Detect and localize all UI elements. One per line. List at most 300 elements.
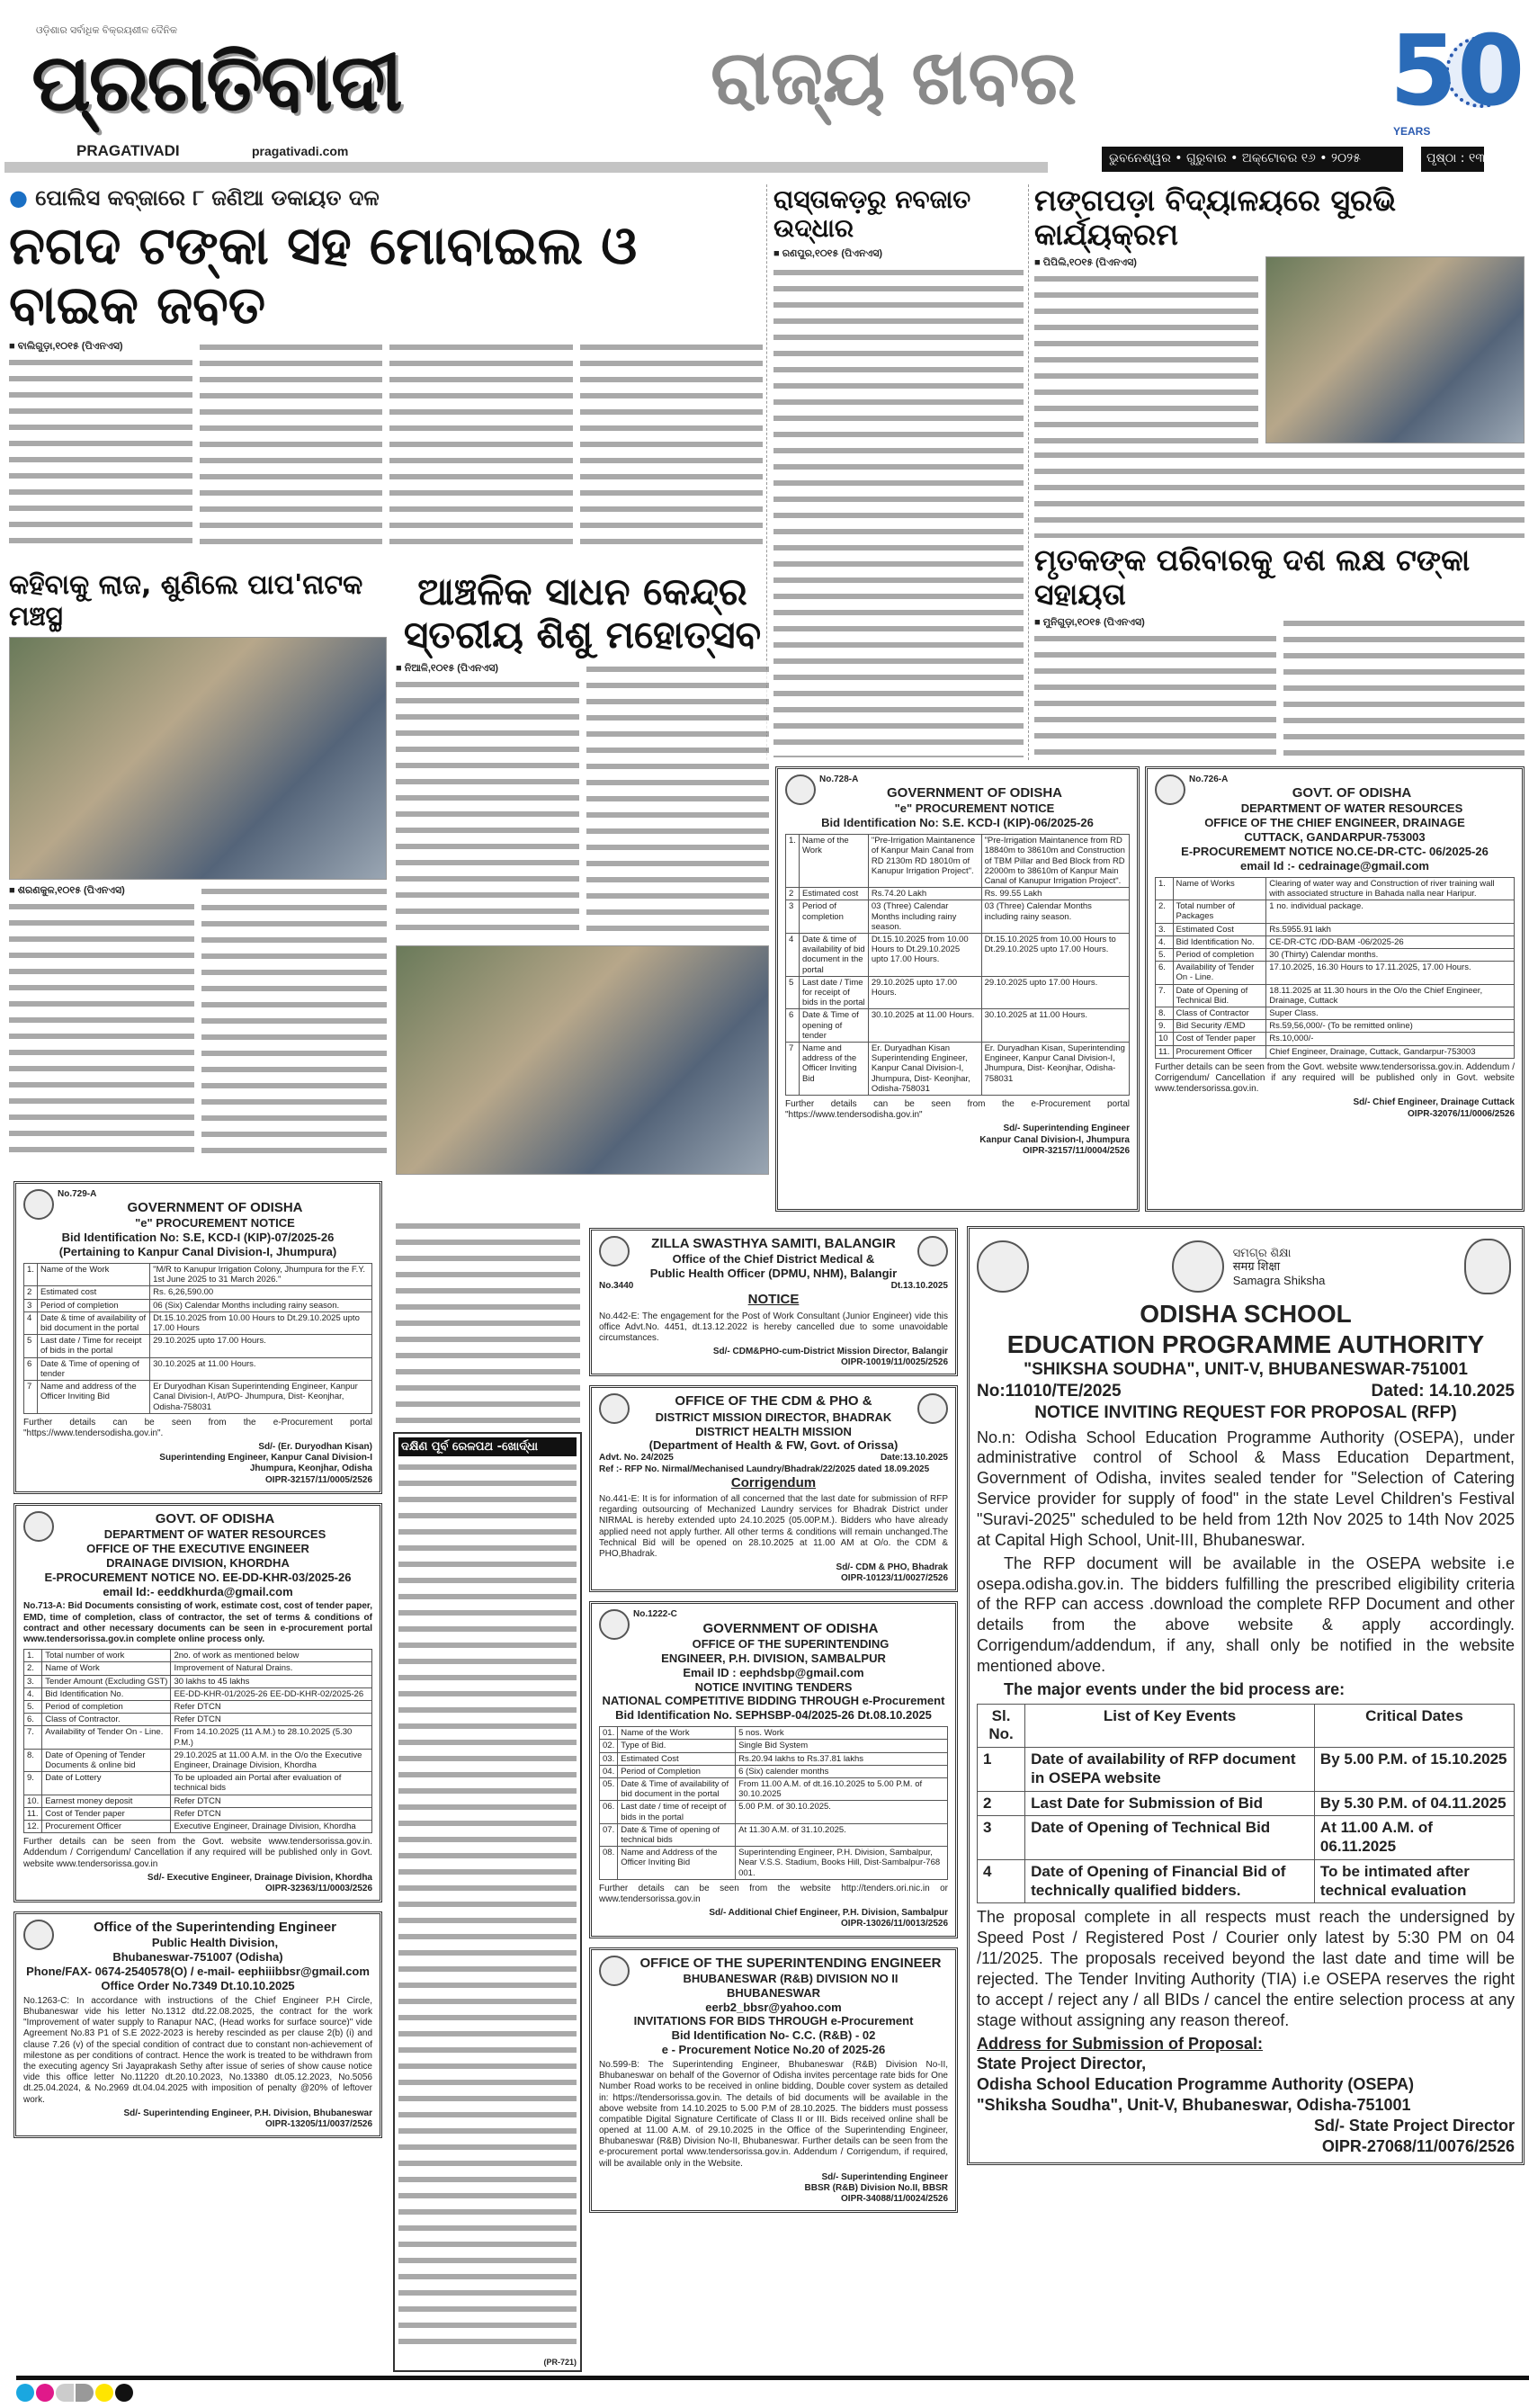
notice-date: Dt.13.10.2025 [890, 1281, 948, 1292]
table-cell: 6. [1156, 962, 1174, 984]
table-cell: 08. [600, 1847, 618, 1880]
notice-title: "e" PROCUREMENT NOTICE [894, 801, 1055, 816]
story-columns [9, 884, 387, 1162]
bottom-rule [16, 2376, 1529, 2380]
notice-title: BHUBANESWAR (R&B) DIVISION NO II [683, 1971, 899, 1985]
table-cell: Dt.15.10.2025 from 10.00 Hours to Dt.29.10.2025 upto 17.00 Hours [150, 1311, 372, 1334]
story-column [9, 884, 194, 1162]
table-cell: Date of Opening of Tender Documents & online bid [42, 1749, 171, 1771]
article-body-text [9, 355, 192, 552]
table-cell: 29.10.2025 upto 17.00 Hours. [150, 1335, 372, 1357]
table-row [24, 1311, 372, 1334]
table-cell: From 14.10.2025 (11 A.M.) to 28.10.2025 (5.30 P.M.) [171, 1726, 372, 1749]
table-cell: 18.11.2025 at 11.30 hours in the O/o the Chief Engineer, Drainage, Cuttack [1266, 984, 1515, 1007]
story-dateline: ■ ନିଆଳି,୧୦୧୫ (ପିଏନଏସ) [396, 662, 499, 674]
story-headline[interactable]: ମୃତକଙ୍କ ପରିବାରକୁ ଦଶ ଲକ୍ଷ ଟଙ୍କା ସହାୟତା [1034, 542, 1471, 612]
address-heading: Address for Submission of Proposal: [977, 2034, 1264, 2053]
notice-ref-line [599, 1281, 948, 1292]
table-row [24, 1821, 372, 1833]
notice-title: (Department of Health & FW, Govt. of Orissa) [648, 1438, 899, 1453]
table-cell: 6 [24, 1357, 38, 1380]
table-row [600, 1823, 948, 1846]
notice-signature: Sd/- Additional Chief Engineer, P.H. Division, Sambalpur [709, 1908, 948, 1919]
notice-title: BHUBANESWAR [727, 1985, 820, 2000]
anniversary-logo [1390, 15, 1525, 142]
notice-drainage-cuttack [1145, 766, 1525, 1212]
notice-title: GOVERNMENT OF ODISHA [127, 1200, 303, 1216]
table-cell: Date of Opening of Technical Bid. [1173, 984, 1266, 1007]
table-cell: 5 [786, 976, 800, 1009]
story-headline[interactable]: ନଗଦ ଟଙ୍କା ସହ ମୋବାଇଲ ଓ ବାଇକ ଜବତ [9, 214, 638, 336]
table-cell: 1 no. individual package. [1266, 900, 1515, 923]
table-cell: 5 [24, 1335, 38, 1357]
table-cell: Improvement of Natural Drains. [171, 1662, 372, 1675]
table-cell: 8. [1156, 1007, 1174, 1020]
notice-title: Office Order No.7349 Dt.10.10.2025 [101, 1979, 295, 1993]
story-column [9, 340, 192, 552]
notice-signature: OIPR-32363/11/0003/2526 [265, 1883, 372, 1893]
table-header-cell: Sl. No. [978, 1704, 1025, 1747]
notice-zilla-swasthya-balangir [589, 1228, 958, 1376]
table-cell: Last date / Time for receipt of bids in the portal [799, 976, 868, 1009]
emblem-icon [1155, 774, 1185, 805]
article-body-text [1283, 616, 1525, 759]
table-row [1156, 935, 1515, 948]
notice-table [23, 1263, 372, 1414]
table-cell: Availability of Tender On - Line. [42, 1726, 171, 1749]
table-row [1156, 1007, 1515, 1020]
osepa-logo-icon [1464, 1239, 1511, 1294]
notice-paragraph: No.1263-C: In accordance with instructions of the Chief Engineer P.H Circle, Bhubaneswar vide his letter No.1312 dtd.22.08.2025, the contract for the work "Improvement of water supply to Ranapur NAC, (Head works for surface source)" vide Agreement No.83 P1 of S.E 2022-2023 is hereby rescinded as per clause 2(b) (i) and clause 7.26 (v) of the special condition of contract due to constant non-achievement of milestone as per conditions of contract. Hence the work is treated to be withdrawn from the executing agency Sri Jayaprakash Sethy after issue of series of show cause notice vide this office letter No.11220 dt.20.10.2023, No.13380 dt.05.12.2023, No.5056 dt.25.04.2024, & No.2969 dt.04.04.2025 with imposition of penalty @20% of leftover work. [23, 1995, 372, 2105]
emblem-icon [599, 1956, 630, 1986]
odisha-emblem-icon [977, 1240, 1029, 1293]
notice-paragraph: Further details can be seen from the Govt. website www.tendersorissa.gov.in. Addendum / Corrigendum/ Cancellation if any required will be published only in Govt. website www.tendersorissa.gov.in [23, 1837, 372, 1869]
story-newborn-rescue [773, 185, 1024, 757]
table-row [24, 1675, 372, 1687]
table-cell: 29.10.2025 upto 17.00 Hours. [868, 976, 981, 1009]
notice-signature: Sd/- State Project Director [1313, 2116, 1515, 2135]
notice-title: ENGINEER, P.H. DIVISION, SAMBALPUR [661, 1651, 886, 1665]
table-row [24, 1749, 372, 1771]
story-columns [9, 340, 763, 552]
notice-title: NOTICE INVITING TENDERS [694, 1679, 853, 1694]
notice-rb-division-bbsr [589, 1947, 958, 2214]
table-cell: Date of Opening of Financial Bid of technically qualified bidders. [1025, 1859, 1315, 1902]
table-row [24, 1286, 372, 1299]
table-cell: Chief Engineer, Drainage, Cuttack, Gandarpur-753003 [1266, 1045, 1515, 1058]
table-cell: 29.10.2025 at 11.00 A.M. in the O/o the Executive Engineer, Drainage Division, Khordha [171, 1749, 372, 1771]
table-cell: 02. [600, 1740, 618, 1752]
drama-stage-photo [9, 637, 387, 880]
table-row [978, 1748, 1515, 1791]
table-cell: Rs. 99.55 Lakh [981, 888, 1129, 900]
table-row [1156, 949, 1515, 962]
table-cell: Refer DTCN [171, 1807, 372, 1820]
notice-signature: Sd/- (Er. Duryodhan Kisan) [258, 1442, 372, 1453]
notice-title: INVITATIONS FOR BIDS THROUGH e-Procurement [633, 2014, 914, 2028]
notice-signature: OIPR-10019/11/0025/2526 [841, 1357, 948, 1368]
notice-paragraph: Further details can be seen from the e-Procurement portal "https://www.tendersodisha.gov.in" [785, 1099, 1130, 1121]
table-cell: 2. [1156, 900, 1174, 923]
table-row [24, 1726, 372, 1749]
table-cell: 3 [786, 900, 800, 934]
table-row [24, 1299, 372, 1311]
story-column [1034, 256, 1258, 443]
samagra-shiksha-logo [1172, 1240, 1326, 1293]
table-row [24, 1357, 372, 1380]
table-cell: Period of completion [1173, 949, 1266, 962]
article-body-text [9, 900, 194, 1162]
table-row [600, 1777, 948, 1800]
table-cell: 30.10.2025 at 11.00 Hours. [150, 1357, 372, 1380]
black-mark-icon [115, 2384, 133, 2402]
table-cell: Date & Time of opening of tender [799, 1009, 868, 1043]
notice-ph-division-bhubaneswar [13, 1911, 382, 2138]
table-cell: Name of the Work [37, 1264, 149, 1286]
notice-signature: Sd/- CDM&PHO-cum-District Mission Director, Balangir [712, 1347, 948, 1357]
table-header-cell: List of Key Events [1025, 1704, 1315, 1747]
table-cell: Super Class. [1266, 1007, 1515, 1020]
table-cell: Procurement Officer [1173, 1045, 1266, 1058]
color-registration-marks [16, 2384, 133, 2402]
table-cell: 6 [786, 1009, 800, 1043]
table-cell: 11. [24, 1807, 42, 1820]
story-school-suravi [1034, 184, 1525, 538]
notice-number: No:11010/TE/2025 [977, 1382, 1122, 1401]
table-row [600, 1801, 948, 1823]
table-cell: Estimated Cost [1173, 923, 1266, 935]
notice-title: ODISHA SCHOOL [1140, 1300, 1352, 1328]
table-cell: 11. [1156, 1045, 1174, 1058]
notice-title: eerb2_bbsr@yahoo.com [705, 2000, 842, 2014]
table-row [978, 1791, 1515, 1816]
story-columns [1034, 616, 1525, 759]
notice-signature: OIPR-10123/11/0027/2526 [841, 1573, 948, 1584]
table-cell: Rs. 6,26,590.00 [150, 1286, 372, 1299]
story-columns [1034, 256, 1525, 443]
table-row [24, 1264, 372, 1286]
emblem-icon [23, 1920, 54, 1950]
table-cell: 6 (Six) calender months [736, 1765, 948, 1777]
table-row [24, 1795, 372, 1807]
article-body-text [1034, 631, 1276, 759]
story-headline[interactable]: ଆଞ୍ଚଳିକ ସାଧନ କେନ୍ଦ୍ର ସ୍ତରୀୟ ଶିଶୁ ମହୋତ୍ସବ [403, 569, 762, 658]
page-number: ପୃଷ୍ଠା : ୧୩ [1421, 147, 1484, 172]
notice-title: GOVT. OF ODISHA [1292, 785, 1412, 801]
samagra-shiksha-icon [1172, 1240, 1224, 1293]
notice-signature: Jhumpura, Keonjhar, Odisha [249, 1464, 372, 1474]
notice-title: OFFICE OF THE SUPERINTENDING ENGINEER [639, 1955, 942, 1971]
table-row [1156, 1045, 1515, 1058]
story-dacoity-gang [9, 185, 763, 552]
notice-paragraph: No.713-A: Bid Documents consisting of work, estimate cost, cost of tender paper, EMD, time of completion, class of contractor, the set of terms & conditions of contract and other necessary documents can be seen in e-procurement portal www.tendersorissa.gov.in complete online process only. [23, 1601, 372, 1644]
table-row [1156, 900, 1515, 923]
table-cell: 3 [978, 1816, 1025, 1859]
table-cell: "Pre-Irrigation Maintanence from RD 18840m to 38610m and Construction of TBM Pillar and Bed Block from RD 22000m to 38610m of Kanpur Main Canal of Kanupur Irrigation Project". [981, 835, 1129, 888]
story-column [1034, 616, 1276, 759]
notice-table [23, 1649, 372, 1833]
website-link[interactable]: pragativadi.com [252, 144, 349, 158]
table-cell: 5 nos. Work [736, 1727, 948, 1740]
newspaper-name-en: PRAGATIVADI [76, 142, 180, 159]
table-cell: Name of the Work [799, 835, 868, 888]
table-cell: Earnest money deposit [42, 1795, 171, 1807]
table-cell: 30 lakhs to 45 lakhs [171, 1675, 372, 1687]
story-headline[interactable]: ମଙ୍ଗପଡ଼ା ବିଦ୍ୟାଳୟରେ ସୁରଭି କାର୍ଯ୍ୟକ୍ରମ [1034, 183, 1397, 252]
table-cell: Cost of Tender paper [1173, 1033, 1266, 1045]
notice-stack-middle [589, 1228, 958, 2213]
table-cell: 12. [24, 1821, 42, 1833]
table-cell: Single Bid System [736, 1740, 948, 1752]
notice-paragraph: No.442-E: The engagement for the Post of Work Consultant (Junior Engineer) vide this office Advt.No. 4451, dt.13.12.2022 is hereby cancelled due to some unavoidable circumstances. [599, 1311, 948, 1343]
notice-signature: Superintending Engineer, Kanpur Canal Division-I [159, 1453, 372, 1464]
notice-table [1155, 877, 1515, 1059]
notice-table [785, 834, 1130, 1096]
table-cell: Name and Address of the Officer Inviting Bid [618, 1847, 736, 1880]
notice-title: Office of the Superintending Engineer [93, 1920, 336, 1936]
table-cell: Name and address of the Officer Inviting Bid [37, 1381, 149, 1414]
logo-line: ସମଗ୍ର ଶିକ୍ଷା [1232, 1245, 1292, 1259]
story-kicker [9, 185, 763, 211]
table-header-row [978, 1704, 1515, 1747]
table-cell: Clearing of water way and Construction of river training wall with associated structure in Bahada nalla near Haripur. [1266, 877, 1515, 900]
table-cell: 8. [24, 1749, 42, 1771]
table-cell: Last Date for Submission of Bid [1025, 1791, 1315, 1816]
bullet-icon: ● [9, 185, 36, 210]
story-dateline: ■ ଶରଣକୁଳ,୧୦୧୫ (ପିଏନଏସ) [9, 885, 125, 896]
table-cell: Last date / Time for receipt of bids in the portal [37, 1335, 149, 1357]
table-cell: 30.10.2025 at 11.00 Hours. [981, 1009, 1129, 1043]
notice-signature: OIPR-34088/11/0024/2526 [841, 2194, 948, 2205]
events-heading: The major events under the bid process are: [1004, 1679, 1346, 1698]
table-cell: 10. [24, 1795, 42, 1807]
story-dateline: ■ ପିପିଲି,୧୦୧୫ (ପିଏନଏସ) [1034, 256, 1137, 268]
table-cell: At 11.30 A.M. of 31.10.2025. [736, 1823, 948, 1846]
table-cell: 2 [24, 1286, 38, 1299]
table-cell: Tender Amount (Excluding GST) [42, 1675, 171, 1687]
notice-signature: Sd/- Superintending Engineer, P.H. Division, Bhubaneswar [123, 2108, 372, 2118]
table-row [24, 1700, 372, 1713]
table-cell: Er. Duryadhan Kisan, Superintending Engineer, Kanpur Canal Division-I, Jhumpura, Dist- Keonjhar, Odisha-758031 [981, 1043, 1129, 1096]
table-row [1156, 1033, 1515, 1045]
table-cell: Rs.74.20 Lakh [868, 888, 981, 900]
table-cell: 7 [786, 1043, 800, 1096]
table-cell: 4 [786, 934, 800, 977]
table-row [786, 1009, 1130, 1043]
notice-number: No.728-A [819, 774, 859, 784]
table-cell: Date of Lottery [42, 1772, 171, 1795]
table-cell: Date & time of availability of bid document in the portal [799, 934, 868, 977]
table-cell: Refer DTCN [171, 1795, 372, 1807]
table-cell: "Pre-Irrigation Maintanence of Kanpur Main Canal from RD 2130m RD 18010m of Kanupur Irrigation Project". [868, 835, 981, 888]
notice-signature: BBSR (R&B) Division No.II, BBSR [804, 2183, 948, 2194]
yellow-mark-icon [95, 2384, 113, 2402]
header-rule [4, 162, 1048, 173]
table-cell: 1. [24, 1650, 42, 1662]
address-line: State Project Director, [977, 2054, 1147, 2073]
article-body-text [201, 884, 387, 1162]
notice-kanpur-canal-06 [775, 766, 1140, 1212]
table-cell: 01. [600, 1727, 618, 1740]
masthead-tagline: ଓଡ଼ିଶାର ସର୍ବାଧିକ ବିକ୍ରୟଶୀଳ ଦୈନିକ [36, 25, 178, 36]
article-body-text [396, 677, 579, 941]
story-children-festival [396, 570, 769, 1175]
table-cell: Date & Time of availability of bid document in the portal [618, 1777, 736, 1800]
table-cell: Period of completion [37, 1299, 149, 1311]
story-dateline: ■ ମୁନିଗୁଡ଼ା,୧୦୧୫ (ପିଏନଏସ) [1034, 616, 1145, 628]
story-dateline: ■ ବାଲିଗୁଡ଼ା,୧୦୧୫ (ପିଏନଏସ) [9, 341, 123, 353]
logo-line: Samagra Shiksha [1232, 1273, 1326, 1287]
table-cell: 30 (Thirty) Calendar months. [1266, 949, 1515, 962]
table-cell: Date & Time of opening of technical bids [618, 1823, 736, 1846]
table-cell: 2. [24, 1662, 42, 1675]
notice-address: "SHIKSHA SOUDHA", UNIT-V, BHUBANESWAR-751001 [1024, 1360, 1468, 1380]
table-cell: Type of Bid. [618, 1740, 736, 1752]
table-row [786, 934, 1130, 977]
table-cell: Er Duryodhan Kisan Superintending Engineer, Kanpur Canal Division-I, At/PO- Jhumpura, Dist- Keonjhar, Odisha-758031 [150, 1381, 372, 1414]
table-cell: 9. [1156, 1020, 1174, 1033]
table-cell: 30.10.2025 at 11.00 Hours. [868, 1009, 981, 1043]
table-cell: Estimated Cost [618, 1752, 736, 1765]
notice-title: E-PROCUREMEMT NOTICE NO.CE-DR-CTC- 06/2025-26 [1181, 845, 1489, 859]
notice-reference: Ref :- RFP No. Nirmal/Mechanised Laundry/Bhadrak/22/2025 dated 18.09.2025 [599, 1464, 930, 1474]
article-body-text [580, 340, 764, 552]
table-cell: Period of completion [42, 1700, 171, 1713]
article-body-text [396, 1219, 580, 1426]
osepa-logos [977, 1234, 1515, 1299]
notice-title: Bid Identification No: S.E, KCD-I (KIP)-07/2025-26 [61, 1231, 335, 1245]
section-title: ରାଜ୍ୟ ଖବର [711, 33, 1077, 121]
story-column [396, 662, 579, 941]
table-row [24, 1650, 372, 1662]
table-row [1156, 1020, 1515, 1033]
table-cell: 3. [1156, 923, 1174, 935]
article-body-text [586, 662, 770, 941]
table-cell: 3. [24, 1675, 42, 1687]
table-cell: By 5.30 P.M. of 04.11.2025 [1314, 1791, 1514, 1816]
story-dateline: ■ ରଣପୁର,୧୦୧୫ (ପିଏନଏସ) [773, 248, 883, 260]
table-cell: 7. [24, 1726, 42, 1749]
notice-title: GOVERNMENT OF ODISHA [886, 785, 1062, 801]
table-cell: 1. [786, 835, 800, 888]
notice-ref-line [977, 1381, 1515, 1402]
table-cell: Name and address of the Officer Inviting Bid [799, 1043, 868, 1096]
notice-signature: Sd/- CDM & PHO, Bhadrak [836, 1562, 948, 1573]
notice-title: Bid Identification No. SEPHSBP-04/2025-26 Dt.08.10.2025 [615, 1708, 932, 1723]
gray-mark-icon [76, 2384, 94, 2402]
table-cell: From 11.00 A.M. of dt.16.10.2025 to 5.00 P.M. of 30.10.2025 [736, 1777, 948, 1800]
table-row [600, 1765, 948, 1777]
notice-date: Dated: 14.10.2025 [1371, 1382, 1515, 1401]
children-festival-photo [396, 945, 769, 1175]
notice-title: Bid Identification No: S.E. KCD-I (KIP)-06/2025-26 [821, 816, 1094, 830]
masthead [18, 16, 558, 169]
table-cell: To be uploaded ain Portal after evaluation of technical bids [171, 1772, 372, 1795]
notice-paragraph: Further details can be seen from the website http://tenders.ori.nic.in or www.tendersorissa.gov.in [599, 1883, 948, 1904]
notice-title: OFFICE OF THE EXECUTIVE ENGINEER [86, 1541, 309, 1555]
notice-signature: OIPR-32157/11/0004/2526 [1023, 1145, 1130, 1156]
table-cell: Period of Completion [618, 1765, 736, 1777]
table-cell: Rs.10,000/- [1266, 1033, 1515, 1045]
table-cell: Refer DTCN [171, 1714, 372, 1726]
table-cell: Total number of work [42, 1650, 171, 1662]
notice-paragraph: Further details can be seen from the Govt. website www.tendersorissa.gov.in. Addendum / Corrigendum/ Cancellation if any required will be published only in Govt. website www.tendersorissa.gov.in. [1155, 1061, 1515, 1095]
table-cell: 6. [24, 1714, 42, 1726]
notice-title: Bhubaneswar-751007 (Odisha) [112, 1950, 283, 1965]
notice-paragraph: Further details can be seen from the e-Procurement portal "https://www.tendersodisha.gov.in". [23, 1417, 372, 1438]
notice-title: DEPARTMENT OF WATER RESOURCES [1240, 801, 1463, 816]
railway-notice [393, 1432, 582, 2372]
table-cell: Date & Time of opening of tender [37, 1357, 149, 1380]
table-cell: 2 [978, 1791, 1025, 1816]
table-row [786, 976, 1130, 1009]
table-row [786, 888, 1130, 900]
samagra-shiksha-text [1233, 1246, 1326, 1288]
emblem-icon [785, 774, 816, 805]
table-cell: 04. [600, 1765, 618, 1777]
table-row [24, 1714, 372, 1726]
table-cell: 5. [1156, 949, 1174, 962]
dateline: ଭୁବନେଶ୍ୱର • ଗୁରୁବାର • ଅକ୍ଟୋବର ୧୬ • ୨୦୨୫ [1102, 147, 1403, 172]
table-cell: 4. [24, 1687, 42, 1700]
table-cell: 9. [24, 1772, 42, 1795]
table-row [600, 1847, 948, 1880]
newspaper-logo: ପ୍ରଗତିବାଦୀ [31, 36, 401, 129]
table-cell: 29.10.2025 upto 17.00 Hours. [981, 976, 1129, 1009]
story-columns [396, 662, 769, 941]
table-row [978, 1859, 1515, 1902]
table-cell: 2 [786, 888, 800, 900]
table-cell: 10 [1156, 1033, 1174, 1045]
table-row [24, 1335, 372, 1357]
table-header-cell: Critical Dates [1314, 1704, 1514, 1747]
notice-signature: Sd/- Superintending Engineer [821, 2171, 948, 2182]
table-cell: Name of the Work [618, 1727, 736, 1740]
table-row [1156, 984, 1515, 1007]
table-cell: Name of Works [1173, 877, 1266, 900]
article-body-text [1034, 448, 1525, 538]
notice-title: DISTRICT MISSION DIRECTOR, BHADRAK [655, 1410, 892, 1424]
kicker-text: ପୋଲିସ କବ୍ଜାରେ ୮ ଜଣିଆ ଡକାୟତ ଦଳ [35, 185, 380, 210]
table-row [600, 1727, 948, 1740]
table-cell: 4 [978, 1859, 1025, 1902]
notice-signature: OIPR-27068/11/0076/2526 [1321, 2136, 1515, 2155]
table-cell: Date & time of availability of bid document in the portal [37, 1311, 149, 1334]
article-body-text [389, 340, 573, 552]
notice-signature: OIPR-13205/11/0037/2526 [265, 2118, 372, 2129]
notice-title: OFFICE OF THE CHIEF ENGINEER, DRAINAGE [1204, 816, 1465, 830]
cyan-mark-icon [16, 2384, 34, 2402]
table-cell: Rs.5955.91 lakh [1266, 923, 1515, 935]
logo-line: समग्र शिक्षा [1232, 1259, 1281, 1274]
story-headline[interactable]: ରାସ୍ତାକଡ଼ରୁ ନବଜାତ ଉଦ୍ଧାର [773, 184, 971, 244]
table-row [1156, 923, 1515, 935]
table-cell: 7. [1156, 984, 1174, 1007]
table-row [1156, 877, 1515, 900]
table-row [978, 1816, 1515, 1859]
table-cell: Name of Work [42, 1662, 171, 1675]
table-cell: Dt.15.10.2025 from 10.00 Hours to Dt.29.10.2025 upto 17.00 Hours. [868, 934, 981, 977]
emblem-icon [23, 1189, 54, 1220]
table-cell: 4. [1156, 935, 1174, 948]
notice-title: OFFICE OF THE SUPERINTENDING [692, 1636, 890, 1651]
table-cell: Date of Opening of Technical Bid [1025, 1816, 1315, 1859]
table-cell: 06 (Six) Calendar Months including rainy season. [150, 1299, 372, 1311]
notice-number: No.1222-C [633, 1609, 677, 1620]
story-headline[interactable]: କହିବାକୁ ଲାଜ, ଶୁଣିଲେ ପାପ'ନାଟକ ମଞ୍ଚସ୍ଥ [9, 569, 363, 632]
notice-title: Bid Identification No- C.C. (R&B) - 02 [671, 2028, 876, 2043]
table-row [1156, 962, 1515, 984]
